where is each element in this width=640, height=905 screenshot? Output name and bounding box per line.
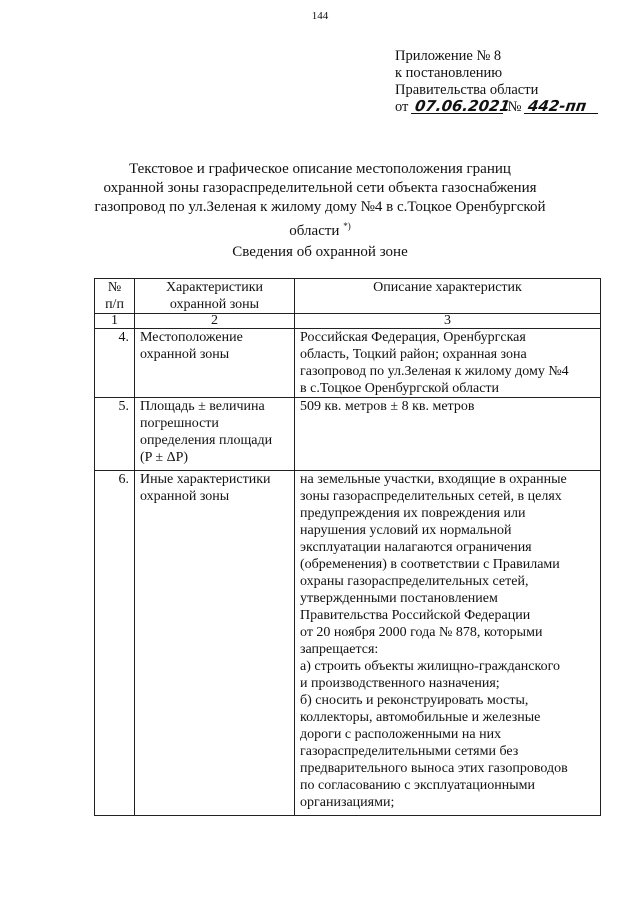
description-line: в с.Тоцкое Оренбургской области	[300, 381, 500, 396]
header-cell-description	[295, 279, 601, 314]
appendix-line: Правительства области	[395, 82, 539, 98]
characteristic-name-cell	[135, 329, 295, 398]
description-line: по согласованию с эксплуатационными	[300, 778, 535, 793]
row-number-cell: 4.	[95, 329, 135, 398]
appendix-line: к постановлению	[395, 65, 503, 81]
page-number: 144	[311, 10, 329, 22]
description-line: (обременения) в соответствии с Правилами	[300, 557, 560, 572]
description-line: область, Тоцкий район; охранная зона	[300, 347, 527, 362]
characteristic-description-cell	[295, 329, 601, 398]
title-line	[90, 217, 550, 241]
description-line: Российская Федерация, Оренбургская	[300, 330, 526, 345]
characteristic-name-cell	[135, 398, 295, 471]
characteristic-name-line: Местоположение	[140, 330, 243, 345]
title-last-word: области	[289, 223, 340, 239]
index-cell: 2	[135, 314, 295, 329]
header-text: п/п	[105, 297, 124, 312]
footnote-mark: *)	[343, 221, 351, 231]
title-line: охранной зоны газораспределительной сети объекта газоснабжения	[103, 180, 537, 196]
characteristic-name-line: (P ± ΔP)	[140, 450, 189, 465]
characteristic-name-line: погрешности	[140, 416, 219, 431]
description-line: дороги с расположенными на них	[300, 727, 502, 742]
header-text: Характеристики	[165, 280, 264, 295]
row-number-cell: 6.	[95, 471, 135, 816]
description-line: зоны газораспределительных сетей, в целях	[300, 489, 562, 504]
document-title	[90, 160, 550, 241]
description-line: организациями;	[300, 795, 395, 810]
description-line: предварительного выноса этих газопроводов	[300, 761, 568, 776]
description-line: газопровод по ул.Зеленая к жилому дому №4	[300, 364, 569, 379]
header-text: №	[107, 280, 122, 295]
description-line: запрещается:	[300, 642, 379, 657]
characteristic-name-cell	[135, 471, 295, 816]
characteristic-name-line: Иные характеристики	[140, 472, 271, 487]
header-text: Описание характеристик	[373, 280, 522, 295]
description-line: охраны газораспределительных сетей,	[300, 574, 529, 589]
description-line: газораспределительными сетями без	[300, 744, 519, 759]
description-line: и производственного назначения;	[300, 676, 500, 691]
header-cell-number	[95, 279, 135, 314]
characteristic-name-line: охранной зоны	[140, 347, 230, 362]
number-sign: №	[507, 99, 522, 115]
description-line: Правительства Российской Федерации	[300, 608, 531, 623]
title-line: газопровод по ул.Зеленая к жилому дому №4 в с.Тоцкое Оренбургской	[94, 199, 546, 215]
table-row	[95, 329, 601, 398]
row-number-cell: 5.	[95, 398, 135, 471]
description-line: нарушения условий их нормальной	[300, 523, 512, 538]
table-row	[95, 398, 601, 471]
header-cell-characteristics	[135, 279, 295, 314]
appendix-date-line	[395, 99, 599, 116]
appendix-block	[395, 48, 599, 116]
protection-zone-table	[94, 278, 601, 816]
description-line: коллекторы, автомобильные и железные	[300, 710, 541, 725]
table-index-row	[95, 314, 601, 329]
section-title: Сведения об охранной зоне	[232, 244, 408, 260]
header-text: охранной зоны	[169, 297, 260, 312]
table-header-row	[95, 279, 601, 314]
handwritten-number: 442-пп	[524, 99, 600, 114]
description-line: на земельные участки, входящие в охранные	[300, 472, 567, 487]
characteristic-name-line: охранной зоны	[140, 489, 230, 504]
description-line: от 20 ноября 2000 года № 878, которыми	[300, 625, 543, 640]
index-cell: 1	[95, 314, 135, 329]
description-line: утвержденными постановлением	[300, 591, 498, 606]
description-line: предупреждения их повреждения или	[300, 506, 526, 521]
table-row	[95, 471, 601, 816]
description-line: 509 кв. метров ± 8 кв. метров	[300, 399, 475, 414]
appendix-title: Приложение № 8	[395, 48, 502, 64]
characteristic-description-cell	[295, 471, 601, 816]
title-line: Текстовое и графическое описание местоположения границ	[129, 161, 511, 177]
characteristic-name-line: Площадь ± величина	[140, 399, 265, 414]
characteristic-name-line: определения площади	[140, 433, 273, 448]
characteristic-description-cell	[295, 398, 601, 471]
handwritten-date: 07.06.2021	[411, 99, 505, 114]
description-line: эксплуатации налагаются ограничения	[300, 540, 532, 555]
description-line: б) сносить и реконструировать мосты,	[300, 693, 529, 708]
date-prefix: от	[395, 99, 409, 115]
index-cell: 3	[295, 314, 601, 329]
description-line: а) строить объекты жилищно-гражданского	[300, 659, 560, 674]
